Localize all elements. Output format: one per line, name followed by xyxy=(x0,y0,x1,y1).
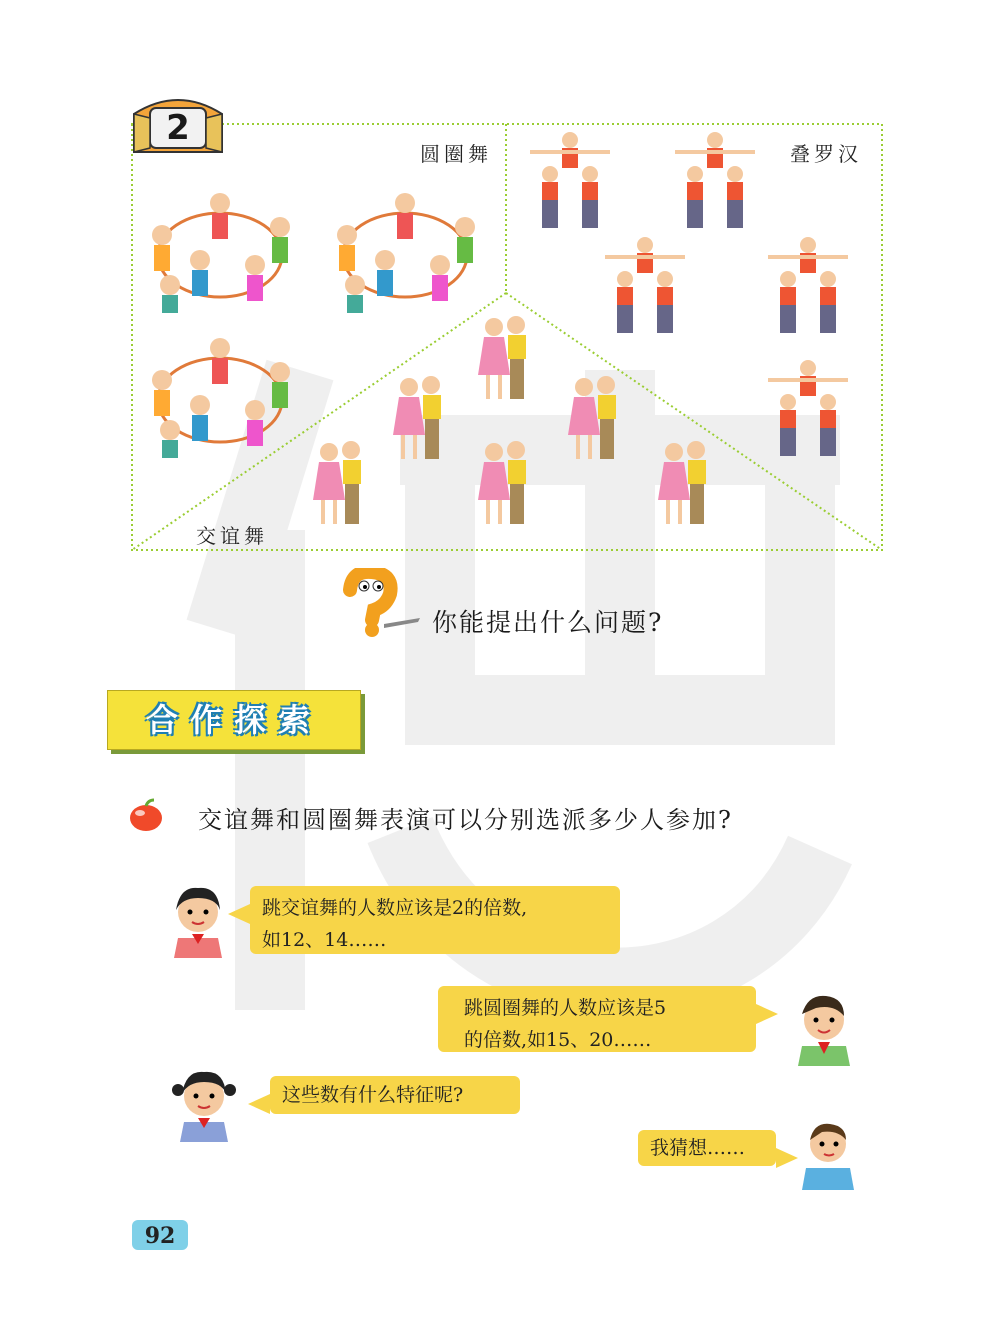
speech-bubble-2 xyxy=(438,986,756,1052)
human-pyramid-illustration xyxy=(758,235,858,335)
boy-character-avatar xyxy=(798,1118,858,1190)
ballroom-couple-illustration xyxy=(650,440,720,530)
question-mark-mascot-icon xyxy=(338,568,428,638)
speech-bubble-2-line-2: 的倍数,如15、20…… xyxy=(464,1029,652,1051)
human-pyramid-illustration xyxy=(758,358,858,458)
speech-bubble-1 xyxy=(250,886,620,954)
circle-dance-group-illustration xyxy=(140,330,300,460)
speech-bubble-1-line-1: 跳交谊舞的人数应该是2的倍数, xyxy=(262,897,528,919)
section-number: 2 xyxy=(166,108,190,148)
panel-label-circle-dance: 圆圈舞 xyxy=(420,142,492,166)
ballroom-couple-illustration xyxy=(560,375,630,465)
speech-bubble-3-line-1: 这些数有什么特征呢? xyxy=(282,1084,464,1106)
section-heading: 合作探索 xyxy=(145,701,322,739)
speech-bubble-4-line-1: 我猜想…… xyxy=(650,1137,746,1159)
main-question: 交谊舞和圆圈舞表演可以分别选派多少人参加? xyxy=(198,806,733,834)
speech-bubble-4 xyxy=(638,1130,776,1166)
boy-character-avatar xyxy=(786,990,860,1066)
question-prompt: 你能提出什么问题? xyxy=(432,608,664,637)
page-number: 92 xyxy=(132,1220,188,1250)
ballroom-couple-illustration xyxy=(385,375,455,465)
speech-bubble-3 xyxy=(270,1076,520,1114)
human-pyramid-illustration xyxy=(665,130,765,230)
circle-dance-group-illustration xyxy=(140,185,300,315)
girl-character-avatar xyxy=(162,882,234,958)
section-heading-box xyxy=(107,690,361,750)
human-pyramid-illustration xyxy=(520,130,620,230)
girl-character-avatar xyxy=(168,1066,240,1142)
speech-bubble-2-line-1: 跳圆圈舞的人数应该是5 xyxy=(464,997,667,1019)
human-pyramid-illustration xyxy=(595,235,695,335)
ballroom-couple-illustration xyxy=(305,440,375,530)
ballroom-couple-illustration xyxy=(470,315,540,405)
window-number-badge xyxy=(130,92,226,156)
apple-bullet-icon xyxy=(128,798,164,832)
ballroom-couple-illustration xyxy=(470,440,540,530)
speech-bubble-1-line-2: 如12、14…… xyxy=(262,929,387,951)
circle-dance-group-illustration xyxy=(325,185,485,315)
panel-label-ballroom-dance: 交谊舞 xyxy=(196,524,268,548)
panel-label-human-pyramid: 叠罗汉 xyxy=(790,142,862,166)
